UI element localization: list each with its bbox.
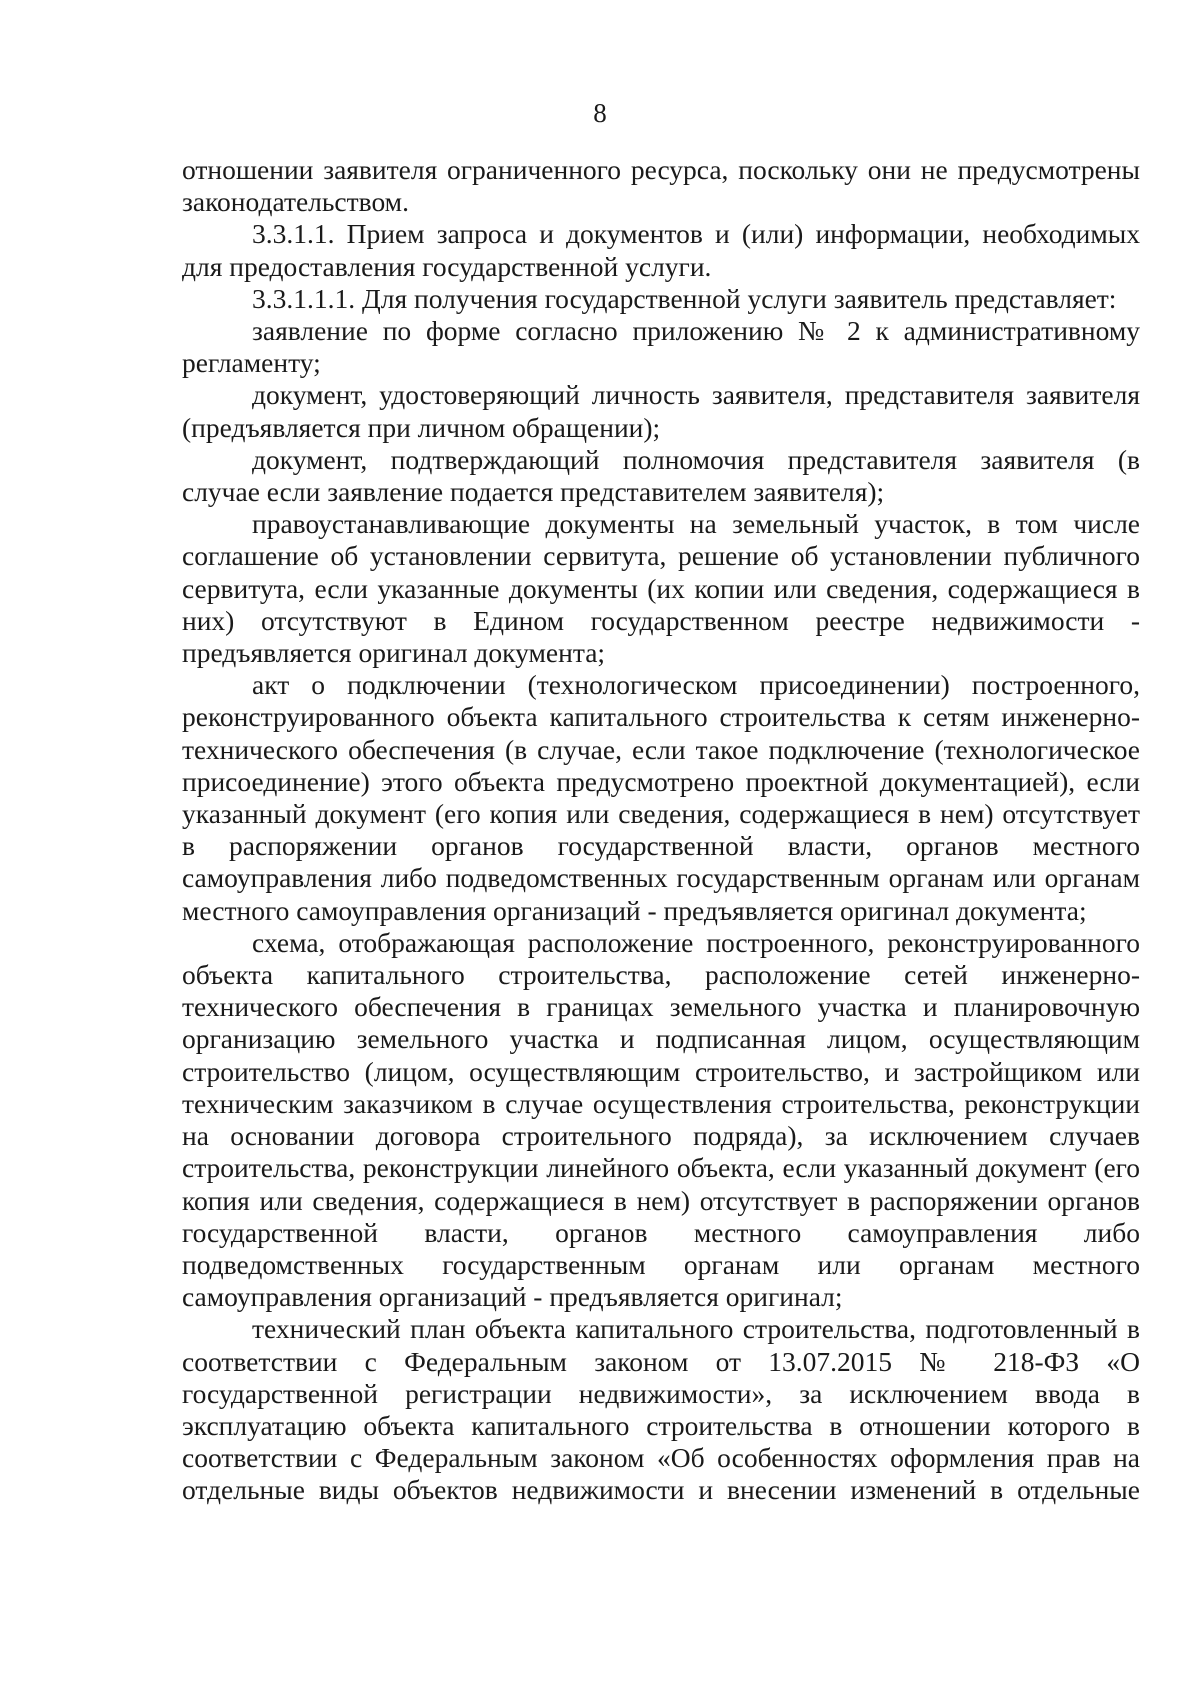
page-number: 8: [593, 98, 607, 128]
paragraph-section-3-3-1-1: 3.3.1.1. Прием запроса и документов и (или) информации, необходимых для предоставления государственной услуги.: [182, 218, 1140, 282]
paragraph-identity-document: документ, удостоверяющий личность заявителя, представителя заявителя (предъявляется при личном обращении);: [182, 379, 1140, 443]
paragraph-connection-act: акт о подключении (технологическом присоединении) построенного, реконструированного объекта капитального строительства к сетям инженерно-технического обеспечения (в случае, если такое подключение (технологическое присоединение) этого объекта предусмотрено проектной документацией), если указанный документ (его копия или сведения, содержащиеся в нем) отсутствует в распоряжении органов государственной власти, органов местного самоуправления либо подведомственных государственным органам или органам местного самоуправления организаций - предъявляется оригинал документа;: [182, 669, 1140, 926]
paragraph-technical-plan: технический план объекта капитального строительства, подготовленный в соответствии с Федеральным законом от 13.07.2015 № 218-ФЗ «О государственной регистрации недвижимости», за исключением ввода в эксплуатацию объекта капитального строительства в отношении которого в соответствии с Федеральным законом «Об особенностях оформления прав на отдельные виды объектов недвижимости и внесении изменений в отдельные: [182, 1313, 1140, 1506]
document-body: [182, 154, 1140, 1507]
paragraph-continuation: отношении заявителя ограниченного ресурса, поскольку они не предусмотрены законодательством.: [182, 154, 1140, 218]
paragraph-authority-document: документ, подтверждающий полномочия представителя заявителя (в случае если заявление подается представителем заявителя);: [182, 443, 1140, 508]
paragraph-layout-scheme: схема, отображающая расположение построенного, реконструированного объекта капитального строительства, расположение сетей инженерно-технического обеспечения в границах земельного участка и планировочную организацию земельного участка и подписанная лицом, осуществляющим строительство (лицом, осуществляющим строительство, и застройщиком или техническим заказчиком в случае осуществления строительства, реконструкции на основании договора строительного подряда), за исключением случаев строительства, реконструкции линейного объекта, если указанный документ (его копия или сведения, содержащиеся в нем) отсутствует в распоряжении органов государственной власти, органов местного самоуправления либо подведомственных государственным органам или органам местного самоуправления организаций - предъявляется оригинал;: [182, 926, 1140, 1313]
paragraph-application-form: заявление по форме согласно приложению № 2 к административному регламенту;: [182, 315, 1140, 379]
paragraph-section-3-3-1-1-1: 3.3.1.1.1. Для получения государственной услуги заявитель представляет:: [252, 282, 1117, 314]
paragraph-land-title-documents: правоустанавливающие документы на земельный участок, в том числе соглашение об установлении сервитута, решение об установлении публичного сервитута, если указанные документы (их копии или сведения, содержащиеся в них) отсутствуют в Едином государственном реестре недвижимости - предъявляется оригинал документа;: [182, 508, 1140, 669]
